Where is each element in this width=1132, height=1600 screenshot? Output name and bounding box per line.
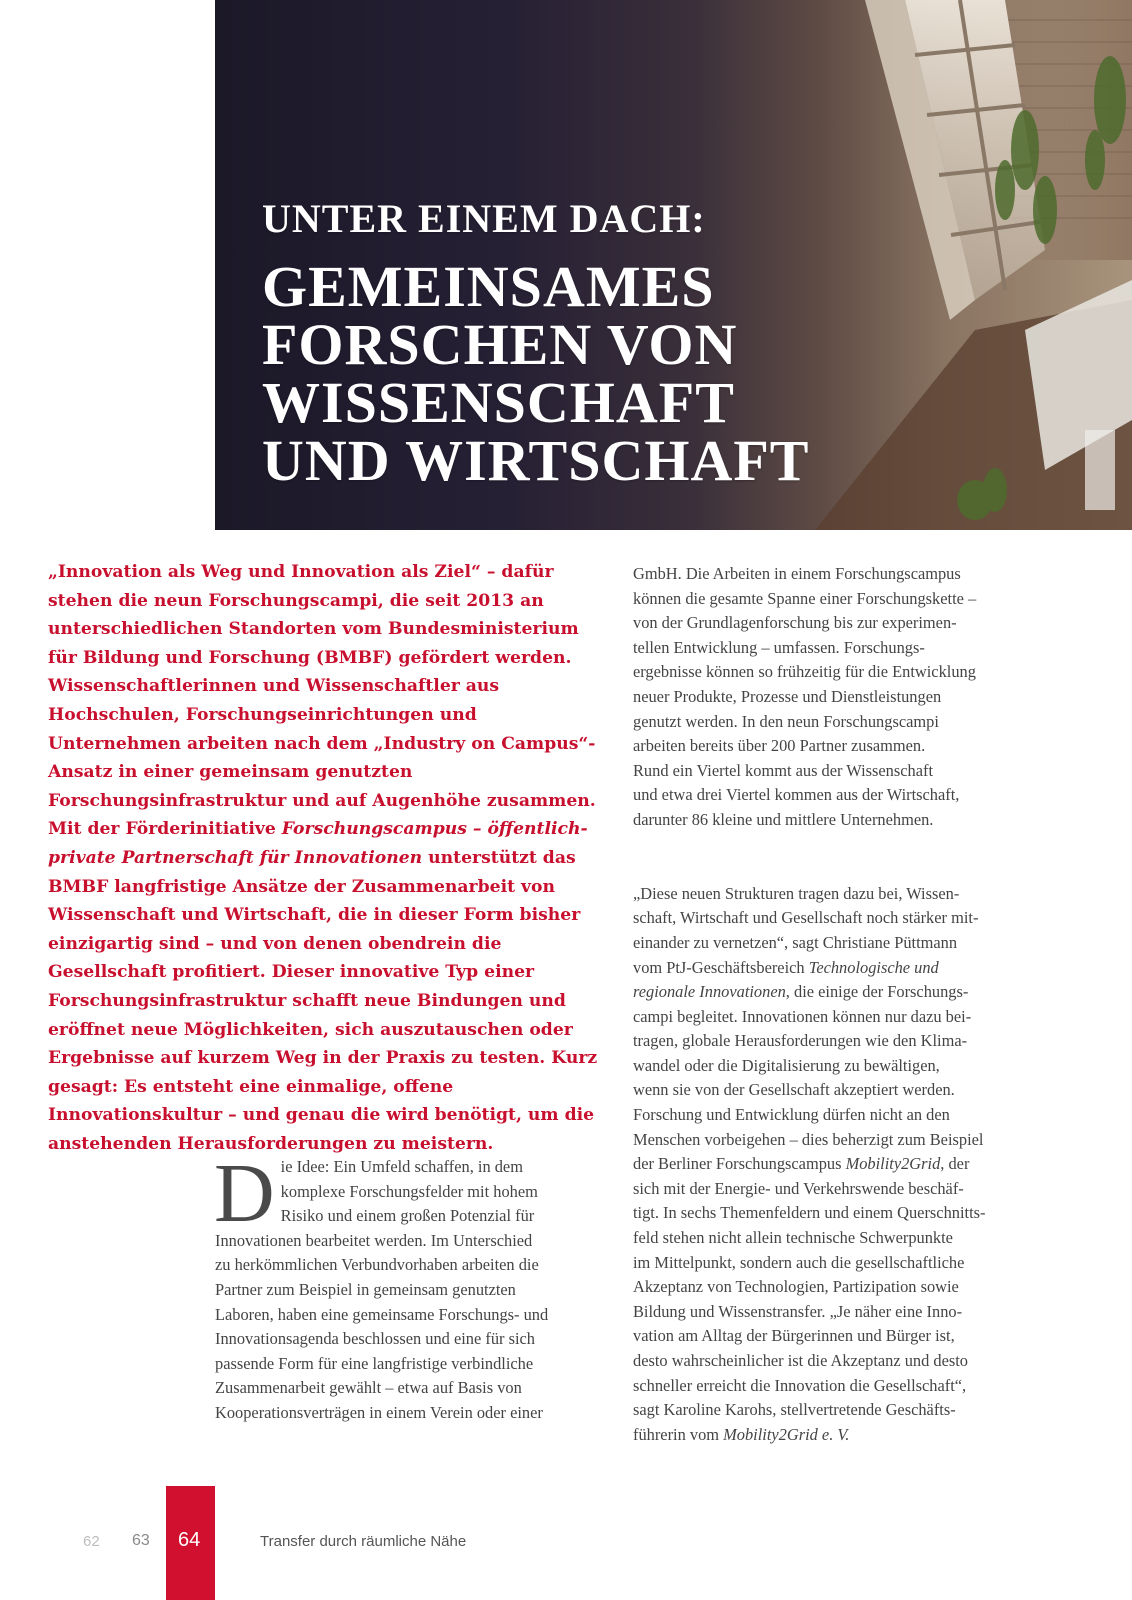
body-text: , die einige der Forschungs- xyxy=(785,982,969,1002)
body-column-right xyxy=(633,562,1013,1447)
body-line: feld stehen nicht allein technische Schwerpunkte xyxy=(633,1228,953,1248)
body-line: sich mit der Energie- und Verkehrswende beschäf- xyxy=(633,1178,964,1198)
page-number-62[interactable]: 62 xyxy=(83,1533,100,1550)
body-emphasis: Mobility2Grid e. V. xyxy=(723,1424,850,1444)
body-line: wenn sie von der Gesellschaft akzeptiert werden. xyxy=(633,1080,955,1100)
body-line: Laboren, haben eine gemeinsame Forschungs- und xyxy=(215,1304,549,1324)
body-line: Zusammenarbeit gewählt – etwa auf Basis von xyxy=(215,1378,522,1398)
page-number-current: 64 xyxy=(178,1529,201,1551)
body-line xyxy=(633,1152,1013,1177)
body-line: Menschen vorbeigehen – dies beherzigt zum Beispiel xyxy=(633,1129,984,1149)
body-line: Partner zum Beispiel in gemeinsam genutzten xyxy=(215,1279,516,1299)
body-line: und etwa drei Viertel kommen aus der Wirtschaft, xyxy=(633,785,960,805)
body-line: Innovationen bearbeitet werden. Im Unterschied xyxy=(215,1230,533,1250)
body-line: genutzt werden. In den neun Forschungscampi xyxy=(633,711,939,731)
body-line: können die gesamte Spanne einer Forschungskette – xyxy=(633,588,977,608)
lead-text: „Innovation als Weg und Innovation als Ziel“ – dafür stehen die neun Forschungscampi, die seit 2013 an unterschiedlichen Standorten vom Bundesministerium für Bildung und Forschung (BMBF) gefördert werden. Wissenschaftlerinnen und Wissenschaftler aus Hochschulen, Forschungseinrichtungen und Unternehmen arbeiten nach dem „Industry on Campus“-Ansatz in einer gemeinsam genutzten Forschungsinfrastruktur und auf Augenhöhe zusammen. Mit der Förderinitiative xyxy=(48,562,596,840)
body-line: ergebnisse können so frühzeitig für die Entwicklung xyxy=(633,662,976,682)
body-line: desto wahrscheinlicher ist die Akzeptanz und desto xyxy=(633,1351,968,1370)
body-text: führerin vom xyxy=(633,1424,724,1444)
lead-text-continued: unterstützt das BMBF langfristige Ansätze der Zusammenarbeit von Wissenschaft und Wirtschaft, die in dieser Form bisher einzigartig sind – und von denen obendrein die Gesellschaft profitiert. Dieser innovative Typ einer Forschungsinfrastruktur schafft neue Bindungen und eröffnet neue Möglichkeiten, sich auszutauschen oder Ergebnisse auf kurzem Weg in der Praxis zu testen. Kurz gesagt: Es entsteht eine einmalige, offene Innovationskultur – und genau die wird benötigt, um die anstehenden Herausforderungen zu meistern. xyxy=(48,847,598,1154)
body-line: tigt. In sechs Themenfeldern und einem Querschnitts- xyxy=(633,1203,986,1223)
page-number-63[interactable]: 63 xyxy=(132,1532,150,1549)
body-line: arbeiten bereits über 200 Partner zusammen. xyxy=(633,736,926,756)
body-line: „Diese neuen Strukturen tragen dazu bei, Wissen- xyxy=(633,883,960,903)
body-emphasis: regionale Innovationen xyxy=(633,982,786,1002)
body-line: von der Grundlagenforschung bis zur experimen- xyxy=(633,613,957,633)
body-line xyxy=(633,956,1013,981)
body-emphasis: Technologische und xyxy=(808,957,939,977)
body-line: Forschung und Entwicklung dürfen nicht an den xyxy=(633,1105,950,1125)
body-line: komplexe Forschungsfelder mit hohem xyxy=(280,1181,538,1201)
lead-initiative-name: Forschungscampus – öffentlich-private Partnerschaft für Innovationen xyxy=(48,819,588,868)
body-line: wandel oder die Digitalisierung zu bewältigen, xyxy=(633,1055,940,1075)
headline-line: FORSCHEN VON xyxy=(262,312,738,377)
dropcap: D xyxy=(214,1147,275,1240)
hero-headline xyxy=(262,254,810,493)
body-line: schaft, Wirtschaft und Gesellschaft noch stärker mit- xyxy=(633,908,979,928)
body-line: campi begleitet. Innovationen können nur dazu bei- xyxy=(633,1006,972,1026)
paragraph-gap xyxy=(633,833,1013,858)
headline-line: UND WIRTSCHAFT xyxy=(262,428,810,493)
body-line: Rund ein Viertel kommt aus der Wissenschaft xyxy=(633,760,934,780)
hero-title xyxy=(262,196,810,493)
body-line: GmbH. Die Arbeiten in einem Forschungscampus xyxy=(633,564,961,583)
body-line: Kooperationsverträgen in einem Verein oder einer xyxy=(215,1402,543,1422)
lead-paragraph xyxy=(48,558,598,1158)
body-line: im Mittelpunkt, sondern auch die gesellschaftliche xyxy=(633,1252,965,1272)
body-line: passende Form für eine langfristige verbindliche xyxy=(215,1353,534,1373)
body-text: vom PtJ-Geschäftsbereich xyxy=(633,957,809,977)
body-column-left xyxy=(214,1147,600,1426)
body-line: schneller erreicht die Innovation die Gesellschaft“, xyxy=(633,1375,967,1395)
body-line: neuer Produkte, Prozesse und Dienstleistungen xyxy=(633,686,942,706)
headline-line: WISSENSCHAFT xyxy=(262,370,735,435)
headline-line: GEMEINSAMES xyxy=(262,254,715,319)
body-line: Akzeptanz von Technologien, Partizipation sowie xyxy=(633,1277,959,1297)
body-text: , der xyxy=(940,1154,970,1174)
section-title: Transfer durch räumliche Nähe xyxy=(260,1533,467,1550)
body-line: Innovationsagenda beschlossen und eine für sich xyxy=(215,1329,535,1349)
body-line: Bildung und Wissenstransfer. „Je näher eine Inno- xyxy=(633,1301,963,1321)
body-line: vation am Alltag der Bürgerinnen und Bürger ist, xyxy=(633,1326,955,1346)
body-line: darunter 86 kleine und mittlere Unternehmen. xyxy=(633,809,934,829)
body-line: tragen, globale Herausforderungen wie den Klima- xyxy=(633,1031,968,1051)
body-line: einander zu vernetzen“, sagt Christiane Püttmann xyxy=(633,932,958,952)
hero-kicker: UNTER EINEM DACH: xyxy=(262,196,706,241)
body-line: sagt Karoline Karohs, stellvertretende Geschäfts- xyxy=(633,1400,956,1420)
body-line: Risiko und einem großen Potenzial für xyxy=(280,1206,535,1226)
body-line: zu herkömmlichen Verbundvorhaben arbeiten die xyxy=(215,1255,539,1275)
body-line xyxy=(633,1423,1013,1448)
body-text: der Berliner Forschungscampus xyxy=(633,1154,846,1174)
body-line: tellen Entwicklung – umfassen. Forschungs- xyxy=(633,637,925,657)
body-line xyxy=(633,980,1013,1005)
body-emphasis: Mobility2Grid xyxy=(845,1154,941,1174)
paragraph-gap xyxy=(633,857,1013,882)
body-line: ie Idee: Ein Umfeld schaffen, in dem xyxy=(280,1157,523,1176)
